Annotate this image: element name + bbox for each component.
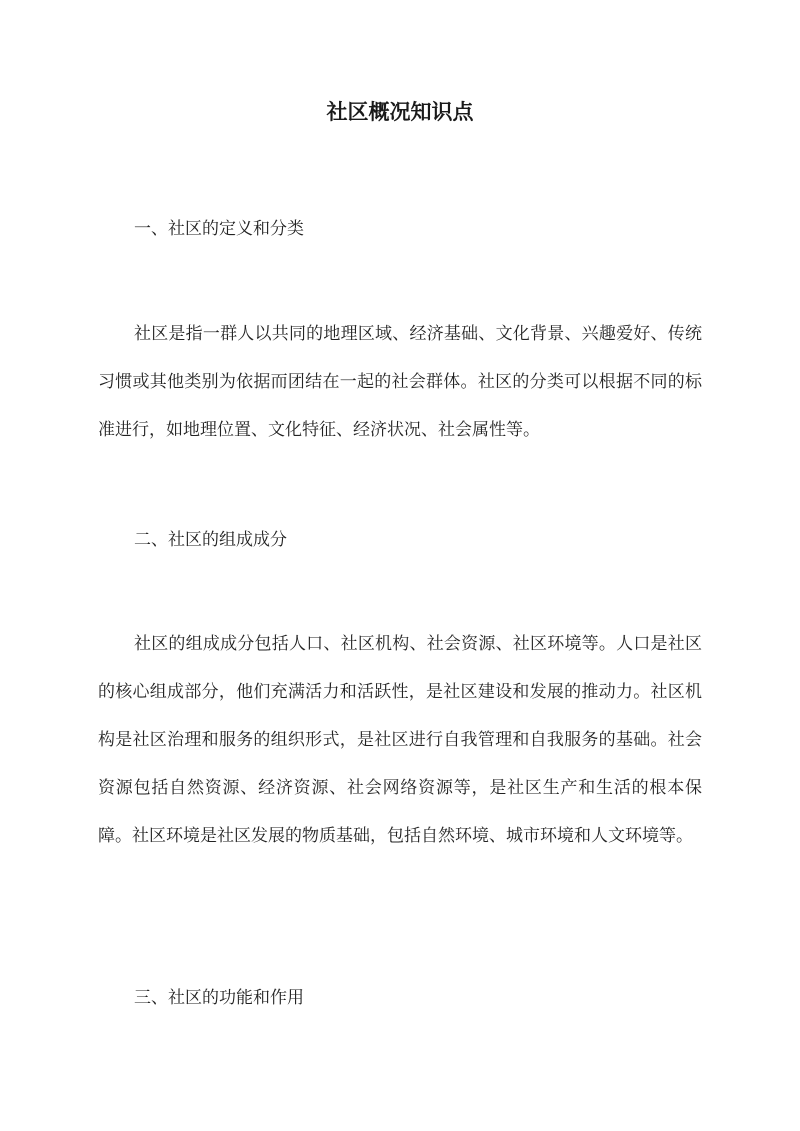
page-title: 社区概况知识点 [326, 99, 474, 124]
section-heading-functions: 三、社区的功能和作用 [134, 988, 304, 1008]
section-heading-components: 二、社区的组成成分 [134, 530, 287, 550]
section-body-definition: 社区是指一群人以共同的地理区域、经济基础、文化背景、兴趣爱好、传统习惯或其他类别为依据而团结在一起的社会群体。社区的分类可以根据不同的标准进行，如地理位置、文化特征、经济状况、社会属性等。 [98, 324, 702, 440]
section-body-components: 社区的组成成分包括人口、社区机构、社会资源、社区环境等。人口是社区的核心组成部分，他们充满活力和活跃性，是社区建设和发展的推动力。社区机构是社区治理和服务的组织形式，是社区进行自我管理和自我服务的基础。社会资源包括自然资源、经济资源、社会网络资源等，是社区生产和生活的根本保障。社区环境是社区发展的物质基础，包括自然环境、城市环境和人文环境等。 [98, 634, 702, 846]
section-heading-definition: 一、社区的定义和分类 [134, 219, 304, 239]
